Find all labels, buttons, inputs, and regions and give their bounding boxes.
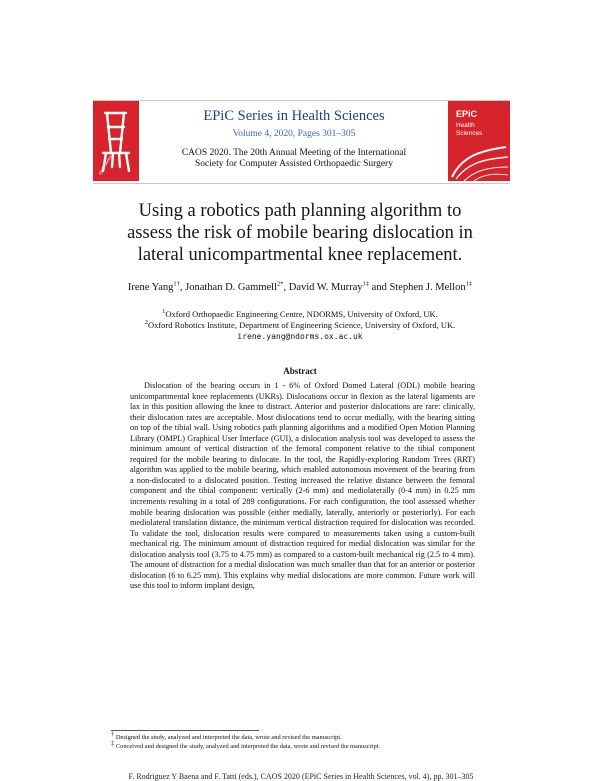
author-mark: 1‡ (465, 280, 473, 288)
epic-health-sciences-logo (448, 101, 510, 181)
series-title: EPiC Series in Health Sciences (203, 108, 385, 124)
volume-pages: Volume 4, 2020, Pages 301–305 (232, 129, 356, 139)
affiliation-text: Oxford Robotics Institute, Department of Engineering Science, University of Oxford, UK. (147, 320, 456, 330)
author-mark: 2* (277, 280, 284, 288)
author-mark: 1‡ (362, 280, 370, 288)
footnote-2 (111, 739, 491, 751)
affiliation-2 (90, 320, 510, 330)
chair-icon (93, 101, 139, 181)
affiliation-1 (90, 309, 510, 319)
conference-name (140, 148, 448, 170)
author-name: Irene Yang (127, 282, 174, 293)
logo-left-text: EPiC Series (97, 154, 113, 176)
author-separator: , (283, 282, 289, 293)
conference-line-2: Society for Computer Assisted Orthopaedic Surgery (195, 159, 393, 169)
corresponding-email[interactable]: irene.yang@ndorms.ox.ac.uk (237, 332, 363, 341)
page-footer-citation: F. Rodriguez Y Baena and F. Tatti (eds.), CAOS 2020 (EPiC Series in Health Sciences, vol. 4), pp. 301–305 (128, 772, 474, 781)
author-name: Jonathan D. Gammell (185, 282, 277, 293)
footnote-mark: † (111, 730, 115, 738)
abstract-heading: Abstract (283, 366, 317, 376)
author-name: Stephen J. Mellon (389, 282, 466, 293)
footnote-1 (111, 730, 491, 742)
title-line-3: lateral unicompartmental knee replacement. (137, 245, 463, 265)
author-list (100, 281, 500, 295)
author-name: David W. Murray (288, 282, 363, 293)
affiliation-number: 1 (162, 308, 166, 316)
affiliation-text: Oxford Orthopaedic Engineering Centre, NDORMS, University of Oxford, UK. (165, 309, 438, 319)
footnote-text: Conceived and designed the study, analyzed and interpreted the data, wrote and revised the manuscript. (115, 743, 381, 750)
title-line-2: assess the risk of mobile bearing dislocation in (127, 223, 473, 243)
author-separator: and (369, 282, 390, 293)
affiliation-number: 2 (144, 319, 148, 327)
swirl-graphic-icon (448, 141, 510, 181)
logo-epic: EPiC (456, 109, 478, 119)
conference-line-1: CAOS 2020. The 20th Annual Meeting of the International (181, 148, 407, 158)
footnote-divider (111, 730, 259, 731)
footnote-mark: ‡ (111, 739, 115, 747)
abstract-body: Dislocation of the bearing occurs in 1 - 6% of Oxford Domed Lateral (ODL) mobile bearing unicompartmental knee replacements (UKRs). Dislocations occur in flexion as the lateral ligaments are lax in this position allowing the knee to distract. Anterior and posterior dislocations are rare: clinically, their dislocation rates are acceptable. Most dislocations tend to occur medially, with the bearing sitting on top of the tibial wall. Using robotics path planning algorithms and a modified Open Motion Planning Library (OMPL) Graphical User Interface (GUI), a dislocation analysis tool was developed to assess the minimum amount of vertical distraction of the femoral component relative to the tibial component required for the mobile bearing to dislocate. In the tool, the Rapidly-exploring Random Trees (RRT) algorithm was applied to the mobile bearing, which enabled autonomous movement of the bearing from a non-dislocated to a dislocated position. Testing increased the relative distance between the femoral component and the tibial component: vertically (2-6 mm) and mediolaterally (0-4 mm) in 0.25 mm increments resulting in a total of 289 configurations. For each configuration, the tool assessed whether mobile bearing dislocation was possible (either medially, laterally, anteriorly or posteriorly). For each mediolateral translation distance, the minimum vertical distraction required for dislocation was recorded. To validate the tool, dislocation results were compared to measurements taken using a custom-built mechanical rig. The minimum amount of distraction required for medial dislocation was similar for the dislocation analysis tool (3.75 to 4.75 mm) as compared to a custom-built mechanical rig (2.5 to 4 mm). The amount of distraction for a medial dislocation was much smaller than that for an anterior or posterior dislocation (6 to 6.25 mm). This explains why medial dislocations are more common. Future work will use this tool to inform implant design, (130, 381, 475, 591)
epic-chair-logo (93, 101, 139, 181)
logo-sciences: Sciences (456, 130, 483, 137)
author-separator: , (179, 282, 186, 293)
paper-title (80, 200, 520, 266)
author-mark: 1† (173, 280, 180, 288)
logo-health: Health (456, 122, 475, 129)
title-line-1: Using a robotics path planning algorithm to (138, 201, 462, 221)
footnote-text: Designed the study, analyzed and interpreted the data, wrote and revised the manuscript. (115, 734, 342, 741)
